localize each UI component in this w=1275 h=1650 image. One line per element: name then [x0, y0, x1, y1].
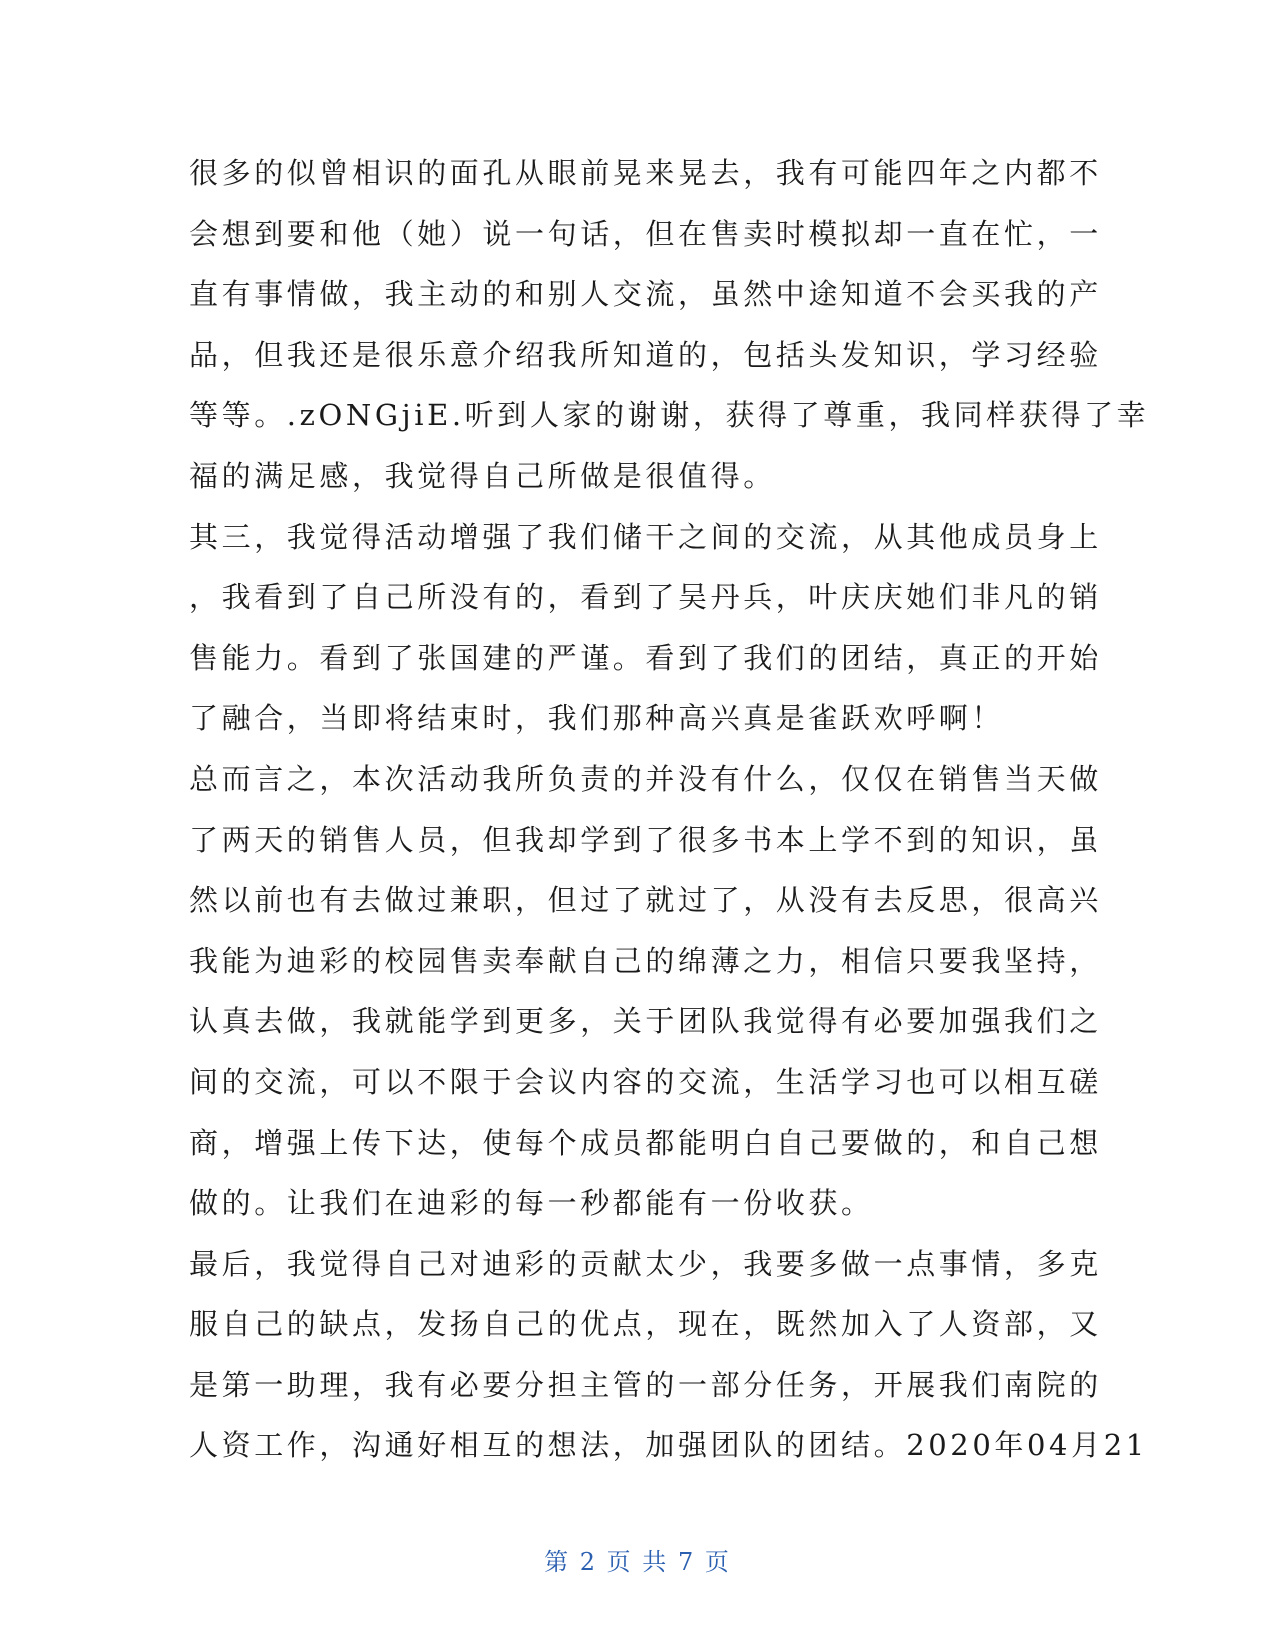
text-line: 其三，我觉得活动增强了我们储干之间的交流，从其他成员身上 — [189, 519, 1102, 554]
document-body — [189, 143, 1150, 1476]
text-line: 了两天的销售人员，但我却学到了很多书本上学不到的知识，虽 — [189, 822, 1102, 857]
text-line: 直有事情做，我主动的和别人交流，虽然中途知道不会买我的产 — [189, 277, 1102, 312]
text-line: 很多的似曾相识的面孔从眼前晃来晃去，我有可能四年之内都不 — [189, 156, 1102, 190]
text-line: ，我看到了自己所没有的，看到了吴丹兵，叶庆庆她们非凡的销 — [189, 580, 1102, 615]
text-line: 最后，我觉得自己对迪彩的贡献太少，我要多做一点事情，多克 — [189, 1246, 1102, 1281]
text-line: 福的满足感，我觉得自己所做是很值得。 — [189, 458, 776, 493]
text-line: 我能为迪彩的校园售卖奉献自己的绵薄之力，相信只要我坚持， — [189, 943, 1102, 978]
text-line: 售能力。看到了张国建的严谨。看到了我们的团结，真正的开始 — [189, 640, 1102, 675]
text-line: 品，但我还是很乐意介绍我所知道的，包括头发知识，学习经验 — [189, 337, 1102, 372]
text-line: 了融合，当即将结束时，我们那种高兴真是雀跃欢呼啊！ — [189, 701, 1005, 736]
text-line: 商，增强上传下达，使每个成员都能明白自己要做的，和自己想 — [189, 1125, 1102, 1160]
page-number-footer: 第 2 页 共 7 页 — [544, 1548, 731, 1576]
text-line: 是第一助理，我有必要分担主管的一部分任务，开展我们南院的 — [189, 1367, 1102, 1402]
text-line: 人资工作，沟通好相互的想法，加强团队的团结。2020年04月21 — [189, 1428, 1148, 1463]
text-line: 认真去做，我就能学到更多，关于团队我觉得有必要加强我们之 — [189, 1004, 1102, 1039]
text-line: 然以前也有去做过兼职，但过了就过了，从没有去反思，很高兴 — [189, 883, 1102, 918]
text-line: 会想到要和他（她）说一句话，但在售卖时模拟却一直在忙，一 — [189, 216, 1102, 251]
text-line: 总而言之，本次活动我所负责的并没有什么，仅仅在销售当天做 — [189, 761, 1102, 796]
text-line: 等等。.zONGjiE.听到人家的谢谢，获得了尊重，我同样获得了幸 — [189, 398, 1150, 433]
text-line: 服自己的缺点，发扬自己的优点，现在，既然加入了人资部，又 — [189, 1307, 1102, 1342]
text-line: 间的交流，可以不限于会议内容的交流，生活学习也可以相互磋 — [189, 1064, 1102, 1099]
text-line: 做的。让我们在迪彩的每一秒都能有一份收获。 — [189, 1186, 874, 1221]
